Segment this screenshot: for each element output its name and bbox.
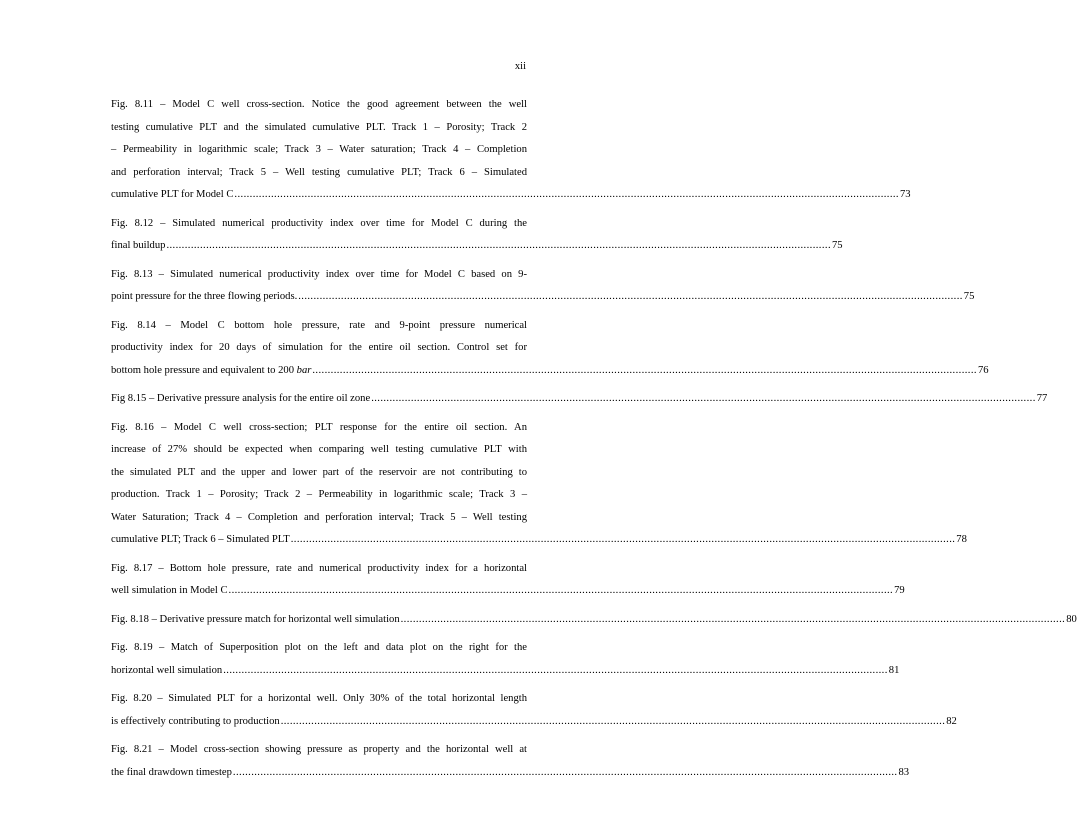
entry-text-line: Fig. 8.20 – Simulated PLT for a horizontal well. Only 30% of the total horizontal length bbox=[111, 693, 527, 704]
entry-text-line: Fig. 8.11 – Model C well cross-section. Notice the good agreement between the well bbox=[111, 99, 527, 110]
page-number: xii bbox=[514, 61, 526, 72]
entry-text-line: – Permeability in logarithmic scale; Track 3 – Water saturation; Track 4 – Completion bbox=[111, 144, 527, 155]
dot-leader: .......................................................................................................................................................................................................................... bbox=[232, 766, 898, 778]
entry-last-line bbox=[111, 580, 905, 603]
dot-leader: .......................................................................................................................................................................................................................... bbox=[228, 585, 894, 596]
entry-text-line: Water Saturation; Track 4 – Completion and perforation interval; Track 5 – Well testing bbox=[111, 511, 527, 523]
figure-entry[interactable] bbox=[111, 558, 905, 603]
entry-page-number[interactable]: 76 bbox=[977, 364, 989, 376]
entry-text-line: Fig. 8.12 – Simulated numerical productivity index over time for Model C during the bbox=[111, 217, 527, 229]
entry-text-final: horizontal well simulation bbox=[111, 664, 223, 676]
entry-text-final: point pressure for the three flowing periods. bbox=[111, 291, 298, 302]
entry-text-line: the simulated PLT and the upper and lower part of the reservoir are not contributing to bbox=[111, 466, 527, 478]
entry-page-number[interactable]: 81 bbox=[888, 664, 900, 676]
entry-text-final: bottom hole pressure and equivalent to 200 bar bbox=[111, 364, 312, 376]
list-of-figures bbox=[111, 94, 1077, 790]
entry-page-number[interactable]: 78 bbox=[956, 534, 967, 545]
dot-leader: .......................................................................................................................................................................................................................... bbox=[298, 291, 963, 302]
dot-leader: .......................................................................................................................................................................................................................... bbox=[400, 613, 1066, 625]
entry-text-line: testing cumulative PLT and the simulated cumulative PLT. Track 1 – Porosity; Track 2 bbox=[111, 121, 527, 133]
entry-page-number[interactable]: 83 bbox=[898, 766, 910, 778]
figure-entry[interactable] bbox=[111, 609, 1077, 632]
figure-entry[interactable] bbox=[111, 94, 911, 207]
figure-entry[interactable] bbox=[111, 637, 900, 682]
figure-entry[interactable] bbox=[111, 688, 957, 733]
entry-page-number[interactable]: 75 bbox=[832, 240, 843, 251]
entry-text-final: Fig. 8.18 – Derivative pressure match for horizontal well simulation bbox=[111, 613, 400, 625]
entry-last-line bbox=[111, 660, 900, 683]
entry-page-number[interactable]: 82 bbox=[946, 715, 957, 727]
entry-last-line bbox=[111, 360, 989, 383]
entry-last-line bbox=[111, 184, 911, 207]
entry-last-line bbox=[111, 762, 910, 785]
entry-last-line bbox=[111, 388, 1048, 411]
dot-leader: .......................................................................................................................................................................................................................... bbox=[290, 534, 956, 545]
dot-leader: .......................................................................................................................................................................................................................... bbox=[280, 715, 946, 727]
entry-text-line: Fig. 8.19 – Match of Superposition plot on the left and data plot on the right for the bbox=[111, 642, 527, 653]
entry-text-final: the final drawdown timestep bbox=[111, 766, 232, 778]
entry-page-number[interactable]: 75 bbox=[963, 291, 975, 302]
entry-text-final: final buildup bbox=[111, 240, 166, 251]
entry-text-line: Fig. 8.14 – Model C bottom hole pressure, rate and 9-point pressure numerical bbox=[111, 319, 527, 331]
figure-entry[interactable] bbox=[111, 264, 975, 309]
entry-text-final: well simulation in Model C bbox=[111, 585, 228, 596]
dot-leader: .......................................................................................................................................................................................................................... bbox=[166, 240, 831, 251]
entry-text-final: cumulative PLT for Model C bbox=[111, 189, 234, 200]
dot-leader: .......................................................................................................................................................................................................................... bbox=[234, 189, 899, 200]
entry-text-final: is effectively contributing to production bbox=[111, 715, 280, 727]
entry-text-line: production. Track 1 – Porosity; Track 2 – Permeability in logarithmic scale; Track 3 – bbox=[111, 489, 527, 500]
entry-text-line: increase of 27% should be expected when comparing well testing cumulative PLT with bbox=[111, 444, 527, 455]
figure-entry[interactable] bbox=[111, 213, 843, 258]
entry-last-line bbox=[111, 286, 975, 309]
entry-text-line: Fig. 8.13 – Simulated numerical productivity index over time for Model C based on 9- bbox=[111, 268, 527, 280]
entry-text-line: and perforation interval; Track 5 – Well testing cumulative PLT; Track 6 – Simulated bbox=[111, 166, 527, 178]
entry-text-line: Fig. 8.17 – Bottom hole pressure, rate and numerical productivity index for a horizontal bbox=[111, 562, 527, 574]
entry-text-final: cumulative PLT; Track 6 – Simulated PLT bbox=[111, 534, 290, 545]
figure-entry[interactable] bbox=[111, 417, 967, 552]
entry-last-line bbox=[111, 711, 957, 734]
entry-text-line: productivity index for 20 days of simulation for the entire oil section. Control set for bbox=[111, 342, 527, 353]
entry-page-number[interactable]: 73 bbox=[899, 189, 911, 200]
entry-page-number[interactable]: 80 bbox=[1066, 613, 1077, 625]
entry-text-final: Fig 8.15 – Derivative pressure analysis for the entire oil zone bbox=[111, 393, 371, 404]
entry-page-number[interactable]: 79 bbox=[894, 585, 905, 596]
dot-leader: .......................................................................................................................................................................................................................... bbox=[223, 664, 888, 676]
figure-entry[interactable] bbox=[111, 388, 1048, 411]
entry-text-line: Fig. 8.16 – Model C well cross-section; PLT response for the entire oil section. An bbox=[111, 421, 527, 433]
entry-page-number[interactable]: 77 bbox=[1036, 393, 1048, 404]
entry-text-line: Fig. 8.21 – Model cross-section showing pressure as property and the horizontal well at bbox=[111, 744, 527, 755]
entry-last-line bbox=[111, 609, 1077, 632]
entry-last-line bbox=[111, 235, 843, 258]
figure-entry[interactable] bbox=[111, 315, 989, 383]
entry-last-line bbox=[111, 529, 967, 552]
figure-entry[interactable] bbox=[111, 739, 910, 784]
dot-leader: .......................................................................................................................................................................................................................... bbox=[371, 393, 1036, 404]
dot-leader: .......................................................................................................................................................................................................................... bbox=[312, 364, 977, 376]
